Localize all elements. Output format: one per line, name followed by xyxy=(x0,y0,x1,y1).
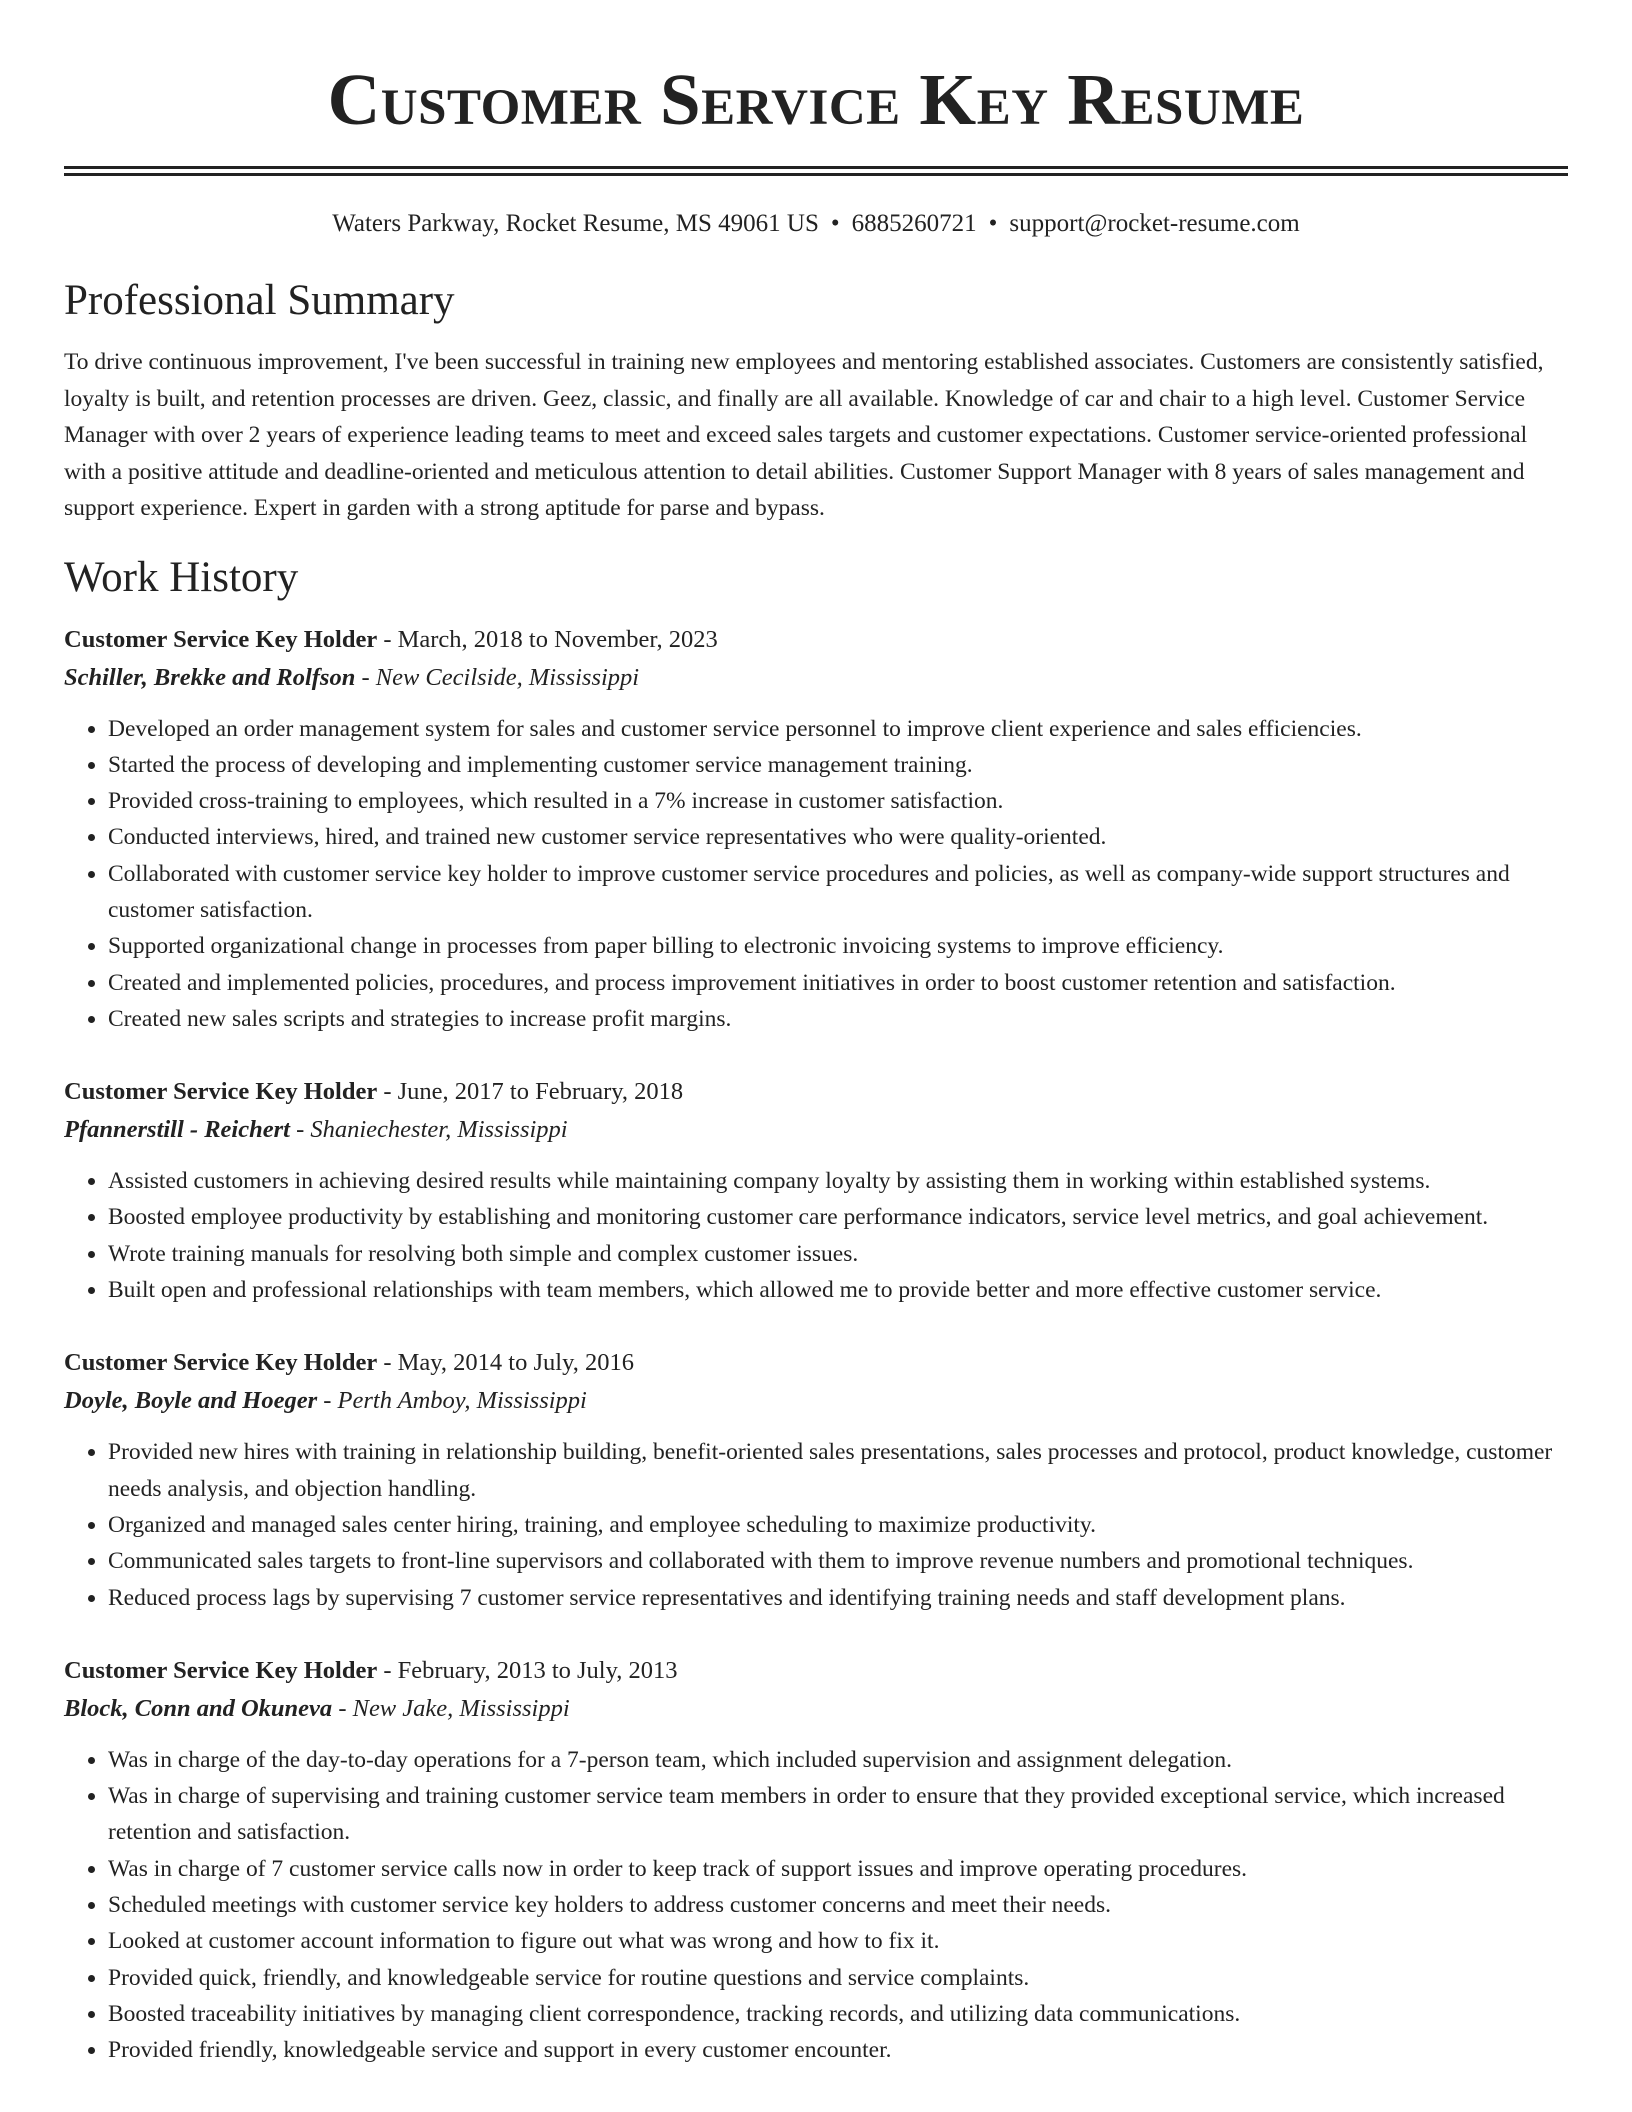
job-company: Doyle, Boyle and Hoeger xyxy=(64,1387,318,1415)
job-bullet: • Started the process of developing and implementing customer service management training. xyxy=(108,747,1568,783)
job-role: Customer Service Key Holder xyxy=(64,625,378,653)
job-header xyxy=(64,621,1568,659)
contact-line xyxy=(64,208,1568,240)
job-bullet: • Organized and managed sales center hiring, training, and employee scheduling to maximize productivity. xyxy=(108,1507,1568,1543)
job-dates: - May, 2014 to July, 2016 xyxy=(377,1349,634,1377)
resume-title: Customer Service Key Resume xyxy=(327,59,1305,140)
job-entry xyxy=(64,621,1568,1038)
job-bullet: • Was in charge of supervising and training customer service team members in order to ensure that they provided exceptional service, which increased retention and satisfaction. xyxy=(108,1778,1568,1851)
contact-separator: • xyxy=(830,210,840,237)
job-bullet: • Reduced process lags by supervising 7 customer service representatives and identifying training needs and staff development plans. xyxy=(108,1580,1568,1616)
job-company-line xyxy=(64,659,1568,697)
contact-phone: 6885260721 xyxy=(851,210,977,237)
job-bullet: • Was in charge of 7 customer service calls now in order to keep track of support issues and improve operating procedures. xyxy=(108,1851,1568,1887)
job-bullet: • Provided cross-training to employees, which resulted in a 7% increase in customer satisfaction. xyxy=(108,783,1568,819)
job-list xyxy=(64,621,1568,2069)
job-company-line xyxy=(64,1382,1568,1420)
job-bullet: • Created new sales scripts and strategies to increase profit margins. xyxy=(108,1001,1568,1037)
job-bullet: • Was in charge of the day-to-day operations for a 7-person team, which included supervision and assignment delegation. xyxy=(108,1742,1568,1778)
job-role: Customer Service Key Holder xyxy=(64,1656,378,1684)
title-divider xyxy=(64,166,1568,176)
job-bullet: • Wrote training manuals for resolving both simple and complex customer issues. xyxy=(108,1236,1568,1272)
job-bullet: • Boosted traceability initiatives by managing client correspondence, tracking records, and utilizing data communications. xyxy=(108,1996,1568,2032)
job-bullet: • Scheduled meetings with customer service key holders to address customer concerns and meet their needs. xyxy=(108,1887,1568,1923)
job-entry xyxy=(64,1344,1568,1615)
contact-address: Waters Parkway, Rocket Resume, MS 49061 US xyxy=(332,210,819,237)
contact-separator: • xyxy=(988,210,998,237)
job-entry xyxy=(64,1073,1568,1308)
job-dates: - March, 2018 to November, 2023 xyxy=(377,625,718,653)
job-entry xyxy=(64,1652,1568,2069)
summary-heading: Professional Summary xyxy=(64,277,455,324)
job-bullets xyxy=(64,1742,1568,2069)
job-bullet: • Developed an order management system for sales and customer service personnel to improve client experience and sales efficiencies. xyxy=(108,711,1568,747)
summary-text: To drive continuous improvement, I've been successful in training new employees and mentoring established associates. Customers are consistently satisfied, loyalty is built, and retention processes are driven. Geez, classic, and finally are all available. Knowledge of car and chair to a high level. Customer Service Manager with over 2 years of experience leading teams to meet and exceed sales targets and customer expectations. Customer service-oriented professional with a positive attitude and deadline-oriented and meticulous attention to detail abilities. Customer Support Manager with 8 years of sales management and support experience. Expert in garden with a strong aptitude for parse and bypass. xyxy=(64,349,1544,521)
job-location: - Shaniechester, Mississippi xyxy=(289,1116,568,1144)
job-bullet: • Supported organizational change in processes from paper billing to electronic invoicing systems to improve efficiency. xyxy=(108,928,1568,964)
job-header xyxy=(64,1344,1568,1382)
job-bullet: • Boosted employee productivity by establishing and monitoring customer care performance indicators, service level metrics, and goal achievement. xyxy=(108,1199,1568,1235)
job-bullet: • Provided new hires with training in relationship building, benefit-oriented sales presentations, sales processes and protocol, product knowledge, customer needs analysis, and objection handling. xyxy=(108,1434,1568,1507)
job-bullet: • Looked at customer account information to figure out what was wrong and how to fix it. xyxy=(108,1923,1568,1959)
job-bullet: • Assisted customers in achieving desired results while maintaining company loyalty by assisting them in working within established systems. xyxy=(108,1163,1568,1199)
job-company-line xyxy=(64,1111,1568,1149)
job-bullet: • Conducted interviews, hired, and trained new customer service representatives who were quality-oriented. xyxy=(108,819,1568,855)
job-bullet: • Created and implemented policies, procedures, and process improvement initiatives in order to boost customer retention and satisfaction. xyxy=(108,965,1568,1001)
work-history-heading: Work History xyxy=(64,553,299,601)
job-company-line xyxy=(64,1690,1568,1728)
job-location: - Perth Amboy, Mississippi xyxy=(317,1387,587,1415)
job-bullet: • Provided quick, friendly, and knowledgeable service for routine questions and service complaints. xyxy=(108,1960,1568,1996)
job-header xyxy=(64,1073,1568,1111)
job-company: Pfannerstill - Reichert xyxy=(64,1116,290,1144)
job-bullets xyxy=(64,1434,1568,1615)
job-bullet: • Built open and professional relationships with team members, which allowed me to provide better and more effective customer service. xyxy=(108,1272,1568,1308)
job-bullets xyxy=(64,1163,1568,1308)
job-location: - New Jake, Mississippi xyxy=(332,1694,570,1722)
job-bullet: • Collaborated with customer service key holder to improve customer service procedures and policies, as well as company-wide support structures and customer satisfaction. xyxy=(108,856,1568,929)
job-bullet: • Communicated sales targets to front-line supervisors and collaborated with them to improve revenue numbers and promotional techniques. xyxy=(108,1543,1568,1579)
contact-email[interactable]: support@rocket-resume.com xyxy=(1009,210,1300,237)
job-dates: - June, 2017 to February, 2018 xyxy=(377,1078,684,1106)
job-bullets xyxy=(64,711,1568,1038)
job-dates: - February, 2013 to July, 2013 xyxy=(377,1656,678,1684)
job-header xyxy=(64,1652,1568,1690)
job-company: Schiller, Brekke and Rolfson xyxy=(64,663,356,691)
job-role: Customer Service Key Holder xyxy=(64,1078,378,1106)
job-company: Block, Conn and Okuneva xyxy=(64,1694,333,1722)
job-bullet: • Provided friendly, knowledgeable service and support in every customer encounter. xyxy=(108,2032,1568,2068)
job-role: Customer Service Key Holder xyxy=(64,1349,378,1377)
job-location: - New Cecilside, Mississippi xyxy=(355,663,640,691)
